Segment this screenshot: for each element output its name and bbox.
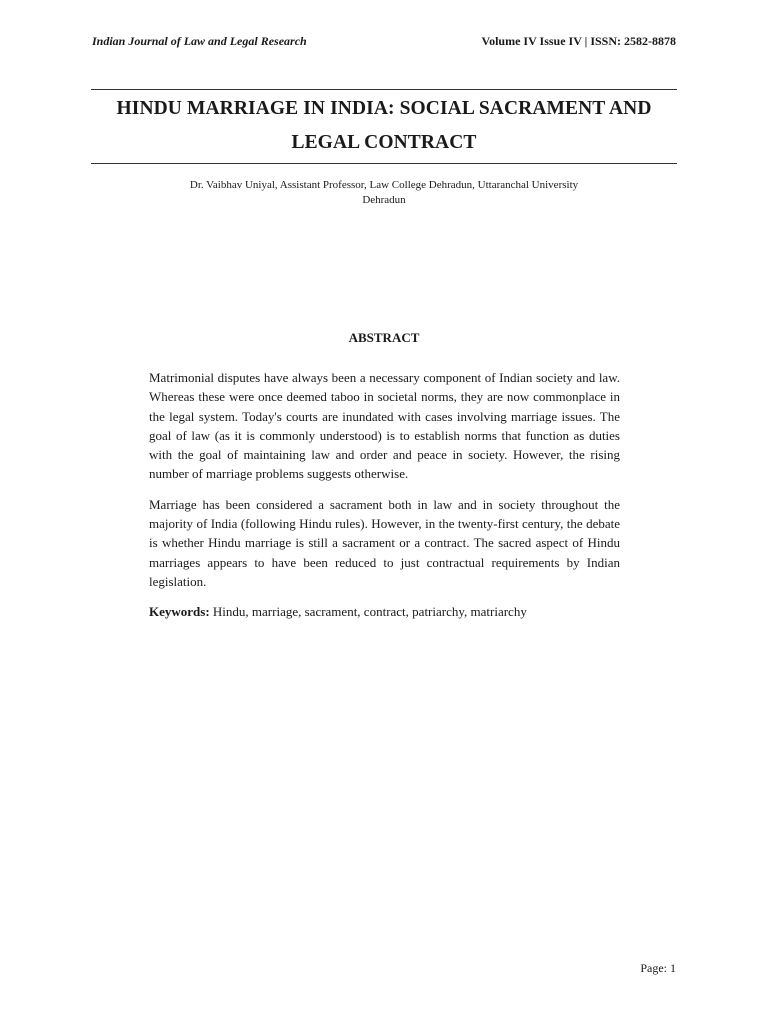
- keywords-list: Hindu, marriage, sacrament, contract, patriarchy, matriarchy: [212, 604, 527, 620]
- abstract-paragraph: Marriage has been considered a sacrament both in law and in society throughout the majority of India (following Hindu rules). However, in the twenty-first century, the debate is whether Hindu marriage is still a sacrament or a contract. The sacred aspect of Hindu marriages appears to have been reduced to just contractual requirements by Indian legislation.: [149, 496, 620, 589]
- keywords-line: [149, 602, 620, 621]
- volume-issn: Volume IV Issue IV | ISSN: 2582-8878: [481, 34, 676, 48]
- article-title: HINDU MARRIAGE IN INDIA: SOCIAL SACRAMENT AND LEGAL CONTRACT: [116, 98, 652, 153]
- running-header: [92, 34, 676, 49]
- author-affiliation: [140, 178, 628, 208]
- page-number: Page: 1: [640, 961, 676, 975]
- author-line-city: Dehradun: [362, 194, 406, 206]
- title-rule-bottom: [91, 163, 677, 164]
- title-rule-top: [91, 89, 677, 90]
- abstract-paragraph: Matrimonial disputes have always been a necessary component of Indian society and law. Whereas these were once deemed taboo in societal norms, they are now commonplace in the legal system. Today's courts are inundated with cases involving marriage issues. The goal of law (as it is commonly understood) is to establish norms that function as duties with the goal of maintaining law and order and peace in society. However, the rising number of marriage problems suggests otherwise.: [149, 370, 620, 482]
- journal-name: Indian Journal of Law and Legal Research: [92, 34, 307, 48]
- author-line: Dr. Vaibhav Uniyal, Assistant Professor, Law College Dehradun, Uttaranchal University: [189, 179, 579, 191]
- keywords-label: Keywords:: [149, 604, 210, 620]
- abstract-heading: ABSTRACT: [348, 330, 420, 345]
- abstract-body: [149, 368, 620, 633]
